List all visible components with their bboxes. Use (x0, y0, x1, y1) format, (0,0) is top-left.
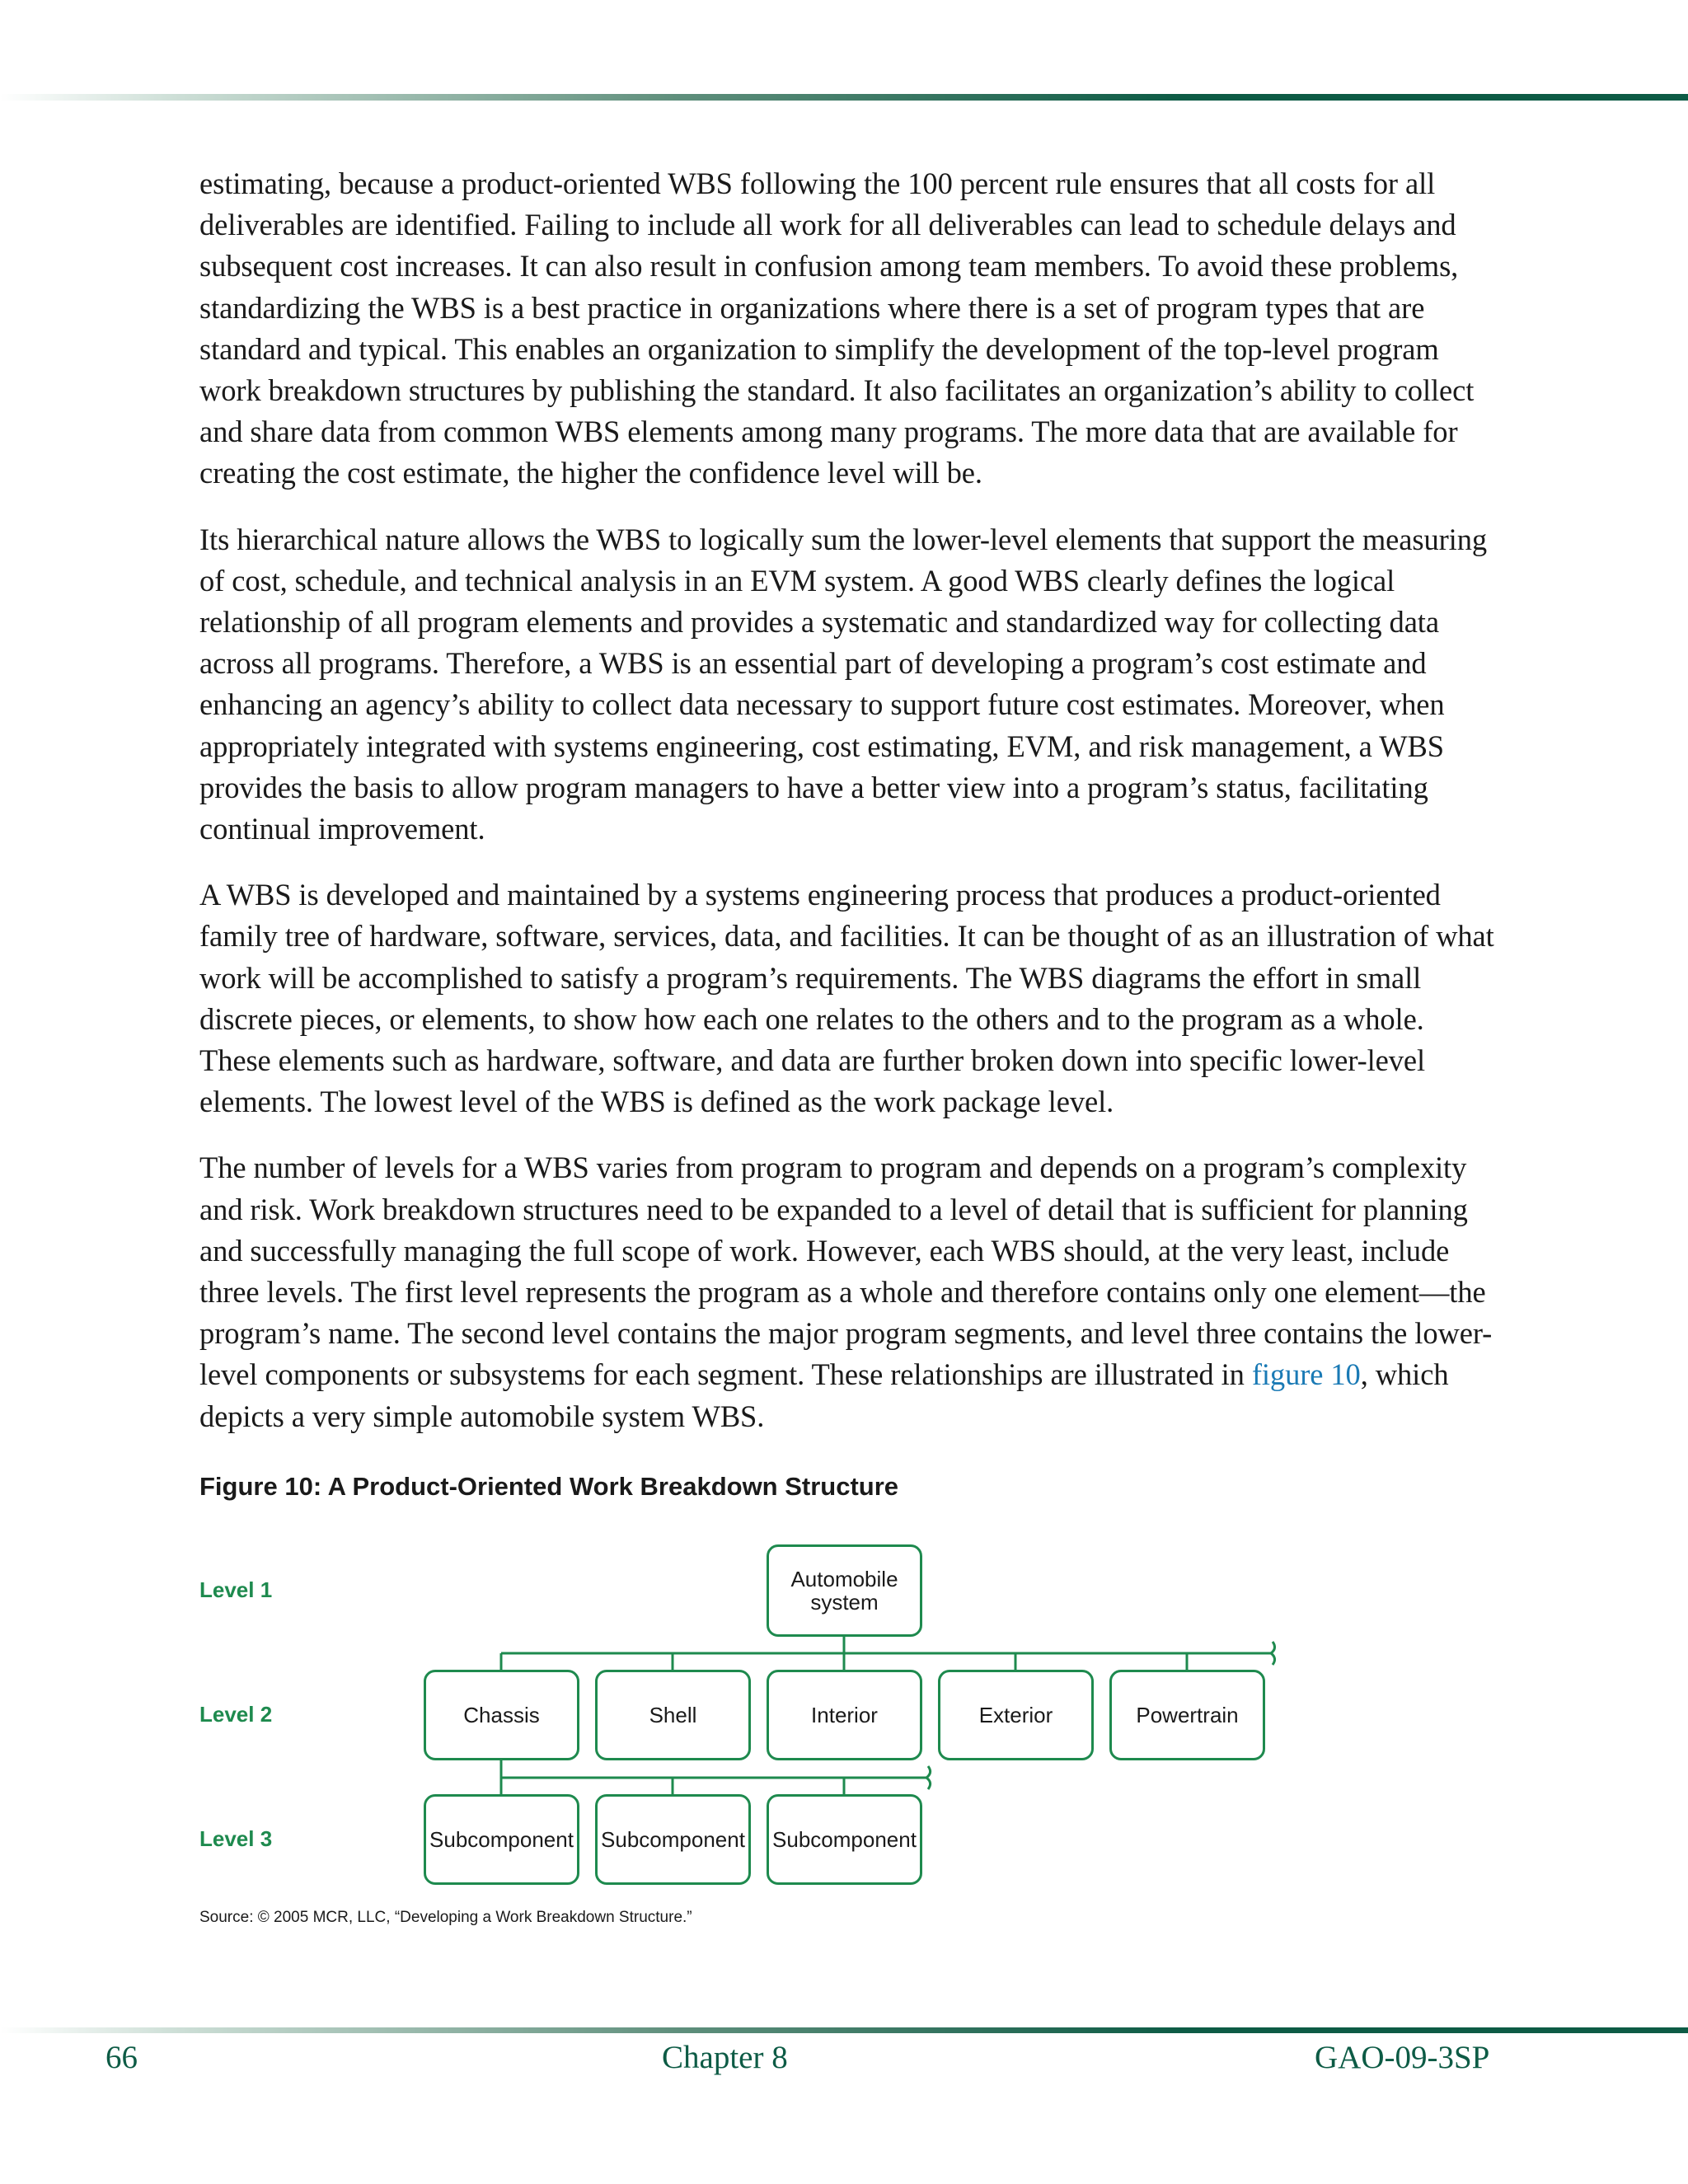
node-interior: Interior (767, 1670, 922, 1760)
body-text (199, 163, 1502, 1462)
paragraph-2: Its hierarchical nature allows the WBS to logically sum the lower-level elements that support the measuring of cost, schedule, and technical analysis in an EVM system. A good WBS clearly defines the logical relationship of all program elements and provides a systematic and standardized way for collecting data across all programs. Therefore, a WBS is an essential part of developing a program’s cost estimate and enhancing an agency’s ability to collect data necessary to support future cost estimates. Moreover, when appropriately integrated with systems engineering, cost estimating, EVM, and risk management, a WBS provides the basis to allow program managers to have a better view into a program’s status, facilitating continual improvement. (199, 522, 1488, 846)
node-chassis: Chassis (424, 1670, 579, 1760)
header-rule (0, 94, 1688, 101)
paragraph-3: A WBS is developed and maintained by a systems engineering process that produces a product-oriented family tree of hardware, software, services, data, and facilities. It can be thought of as an illustration of what work will be accomplished to satisfy a program’s requirements. The WBS diagrams the effort in small discrete pieces, or elements, to show how each one relates to the others and to the program as a whole. These elements such as hardware, software, and data are further broken down into specific lower-level elements. The lowest level of the WBS is defined as the work package level. (199, 878, 1494, 1119)
node-exterior: Exterior (938, 1670, 1094, 1760)
node-powertrain: Powertrain (1109, 1670, 1265, 1760)
node-automobile-system: Automobile system (767, 1544, 922, 1637)
paragraph-4-text-a: The number of levels for a WBS varies from program to program and depends on a program’s complexity and risk. Work breakdown structures need to be expanded to a level of detail that is sufficient for planning and successfully managing the full scope of work. However, each WBS should, at the very least, include three levels. The first level represents the program as a whole and therefore contains only one element—the program’s name. The second level contains the major program segments, and level three contains the lower-level components or subsystems for each segment. These relationships are illustrated in (199, 1151, 1493, 1392)
level-3-label: Level 3 (199, 1826, 273, 1851)
chapter-label: Chapter 8 (662, 2040, 788, 2075)
connector-l3-break (926, 1766, 931, 1789)
figure-10-link[interactable]: figure 10 (1251, 1357, 1361, 1392)
paragraph-1: estimating, because a product-oriented WBS following the 100 percent rule ensures that all costs for all deliverables are identified. Failing to include all work for all deliverables can lead to schedule delays and subsequent cost increases. It can also result in confusion among team members. To avoid these problems, standardizing the WBS is a best practice in organizations where there is a set of program types that are standard and typical. This enables an organization to simplify the development of the top-level program work breakdown structures by publishing the standard. It also facilitates an organization’s ability to collect and share data from common WBS elements among many programs. The more data that are available for creating the cost estimate, the higher the confidence level will be. (199, 166, 1475, 490)
level-1-label: Level 1 (199, 1577, 273, 1602)
node-shell: Shell (595, 1670, 751, 1760)
figure-title: Figure 10: A Product-Oriented Work Breakdown Structure (199, 1472, 899, 1501)
node-subcomponent-2: Subcomponent (595, 1794, 751, 1885)
document-id: GAO-09-3SP (1315, 2040, 1490, 2075)
node-subcomponent-3: Subcomponent (767, 1794, 922, 1885)
level-2-label: Level 2 (199, 1702, 273, 1727)
paragraph-4-text-b: , which depicts a very simple automobile system WBS. (199, 1357, 1449, 1433)
footer-rule (0, 2027, 1688, 2033)
connector-l2-break (1271, 1642, 1275, 1665)
page-number: 66 (106, 2040, 138, 2075)
figure-source: Source: © 2005 MCR, LLC, “Developing a Work Breakdown Structure.” (199, 1909, 692, 1926)
paragraph-4 (199, 1147, 1502, 1436)
node-subcomponent-1: Subcomponent (424, 1794, 579, 1885)
